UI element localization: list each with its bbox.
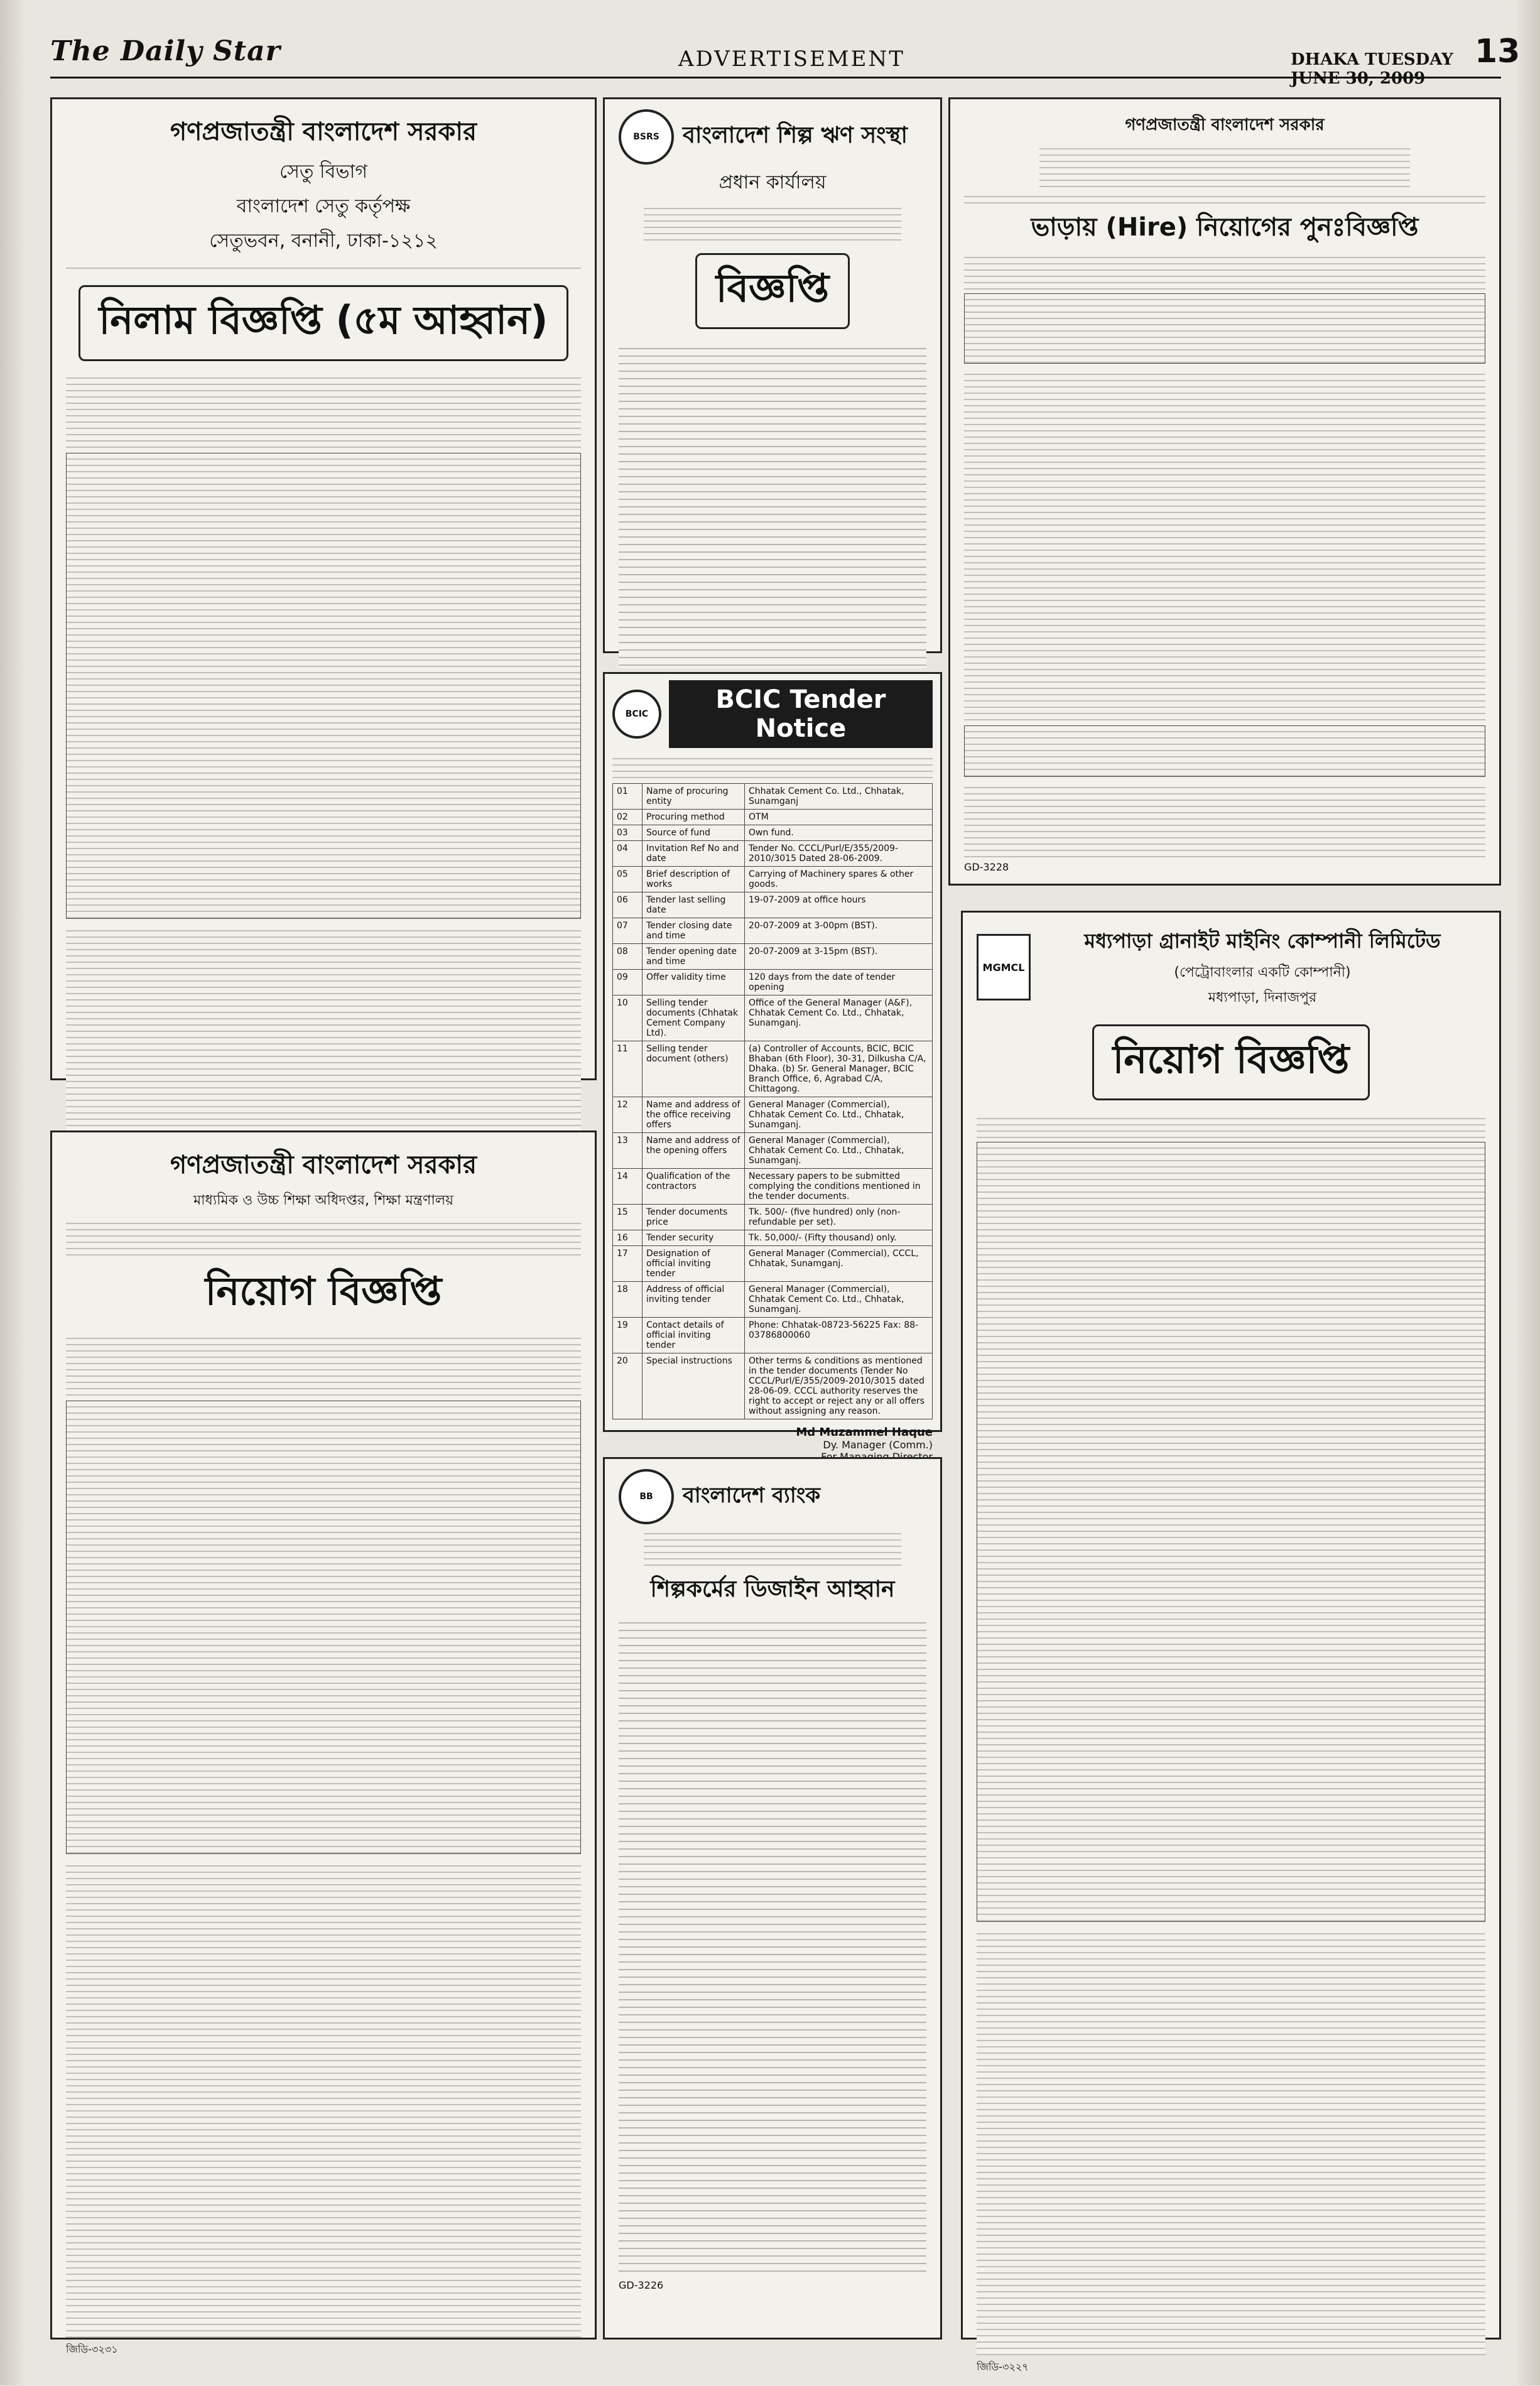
tender-row-label: Qualification of the contractors	[643, 1169, 745, 1205]
tender-row	[613, 1097, 933, 1133]
tender-row-number: 20	[613, 1353, 643, 1419]
tender-row	[613, 995, 933, 1041]
tender-table	[612, 783, 933, 1419]
gd-number: GD-3226	[619, 2279, 664, 2291]
tender-row-value: OTM	[745, 810, 933, 825]
tender-row-value: (a) Controller of Accounts, BCIC, BCIC Bhaban (6th Floor), 30-31, Dilkusha C/A, Dhaka. (b) Sr. General Manager, BCIC Branch Office, 6, Agrabad C/A, Chittagong.	[745, 1041, 933, 1097]
tender-row	[613, 1230, 933, 1246]
tender-row-number: 07	[613, 918, 643, 944]
page-number: 13	[1475, 33, 1521, 70]
ad-division: সেতু বিভাগ	[279, 161, 368, 183]
tender-row	[613, 867, 933, 892]
tender-row-number: 18	[613, 1282, 643, 1318]
tender-row-number: 12	[613, 1097, 643, 1133]
tender-row	[613, 1246, 933, 1282]
tender-row-value: Phone: Chhatak-08723-56225 Fax: 88-03786800060	[745, 1318, 933, 1353]
tender-row-value: Necessary papers to be submitted complying the conditions mentioned in the tender documents.	[745, 1169, 933, 1205]
ad-office: প্রধান কার্যালয়	[718, 171, 827, 193]
ref-line	[66, 1218, 581, 1255]
ad-title: ভাড়ায় (Hire) নিয়োগের পুনঃবিজ্ঞপ্তি	[1031, 213, 1419, 242]
tender-row-number: 05	[613, 867, 643, 892]
tender-row-value: Own fund.	[745, 825, 933, 841]
gd-number: GD-3228	[964, 861, 1009, 873]
tender-row	[613, 892, 933, 918]
ad-subtitle: (পেট্রোবাংলার একটি কোম্পানী)	[1174, 965, 1351, 980]
ad-office: মাধ্যমিক ও উচ্চ শিক্ষা অধিদপ্তর, শিক্ষা মন্ত্রণালয়	[193, 1193, 454, 1208]
tender-row-label: Offer validity time	[643, 970, 745, 995]
signer-name: Md Muzammel Haque	[796, 1426, 933, 1439]
tender-row	[613, 944, 933, 970]
auction-table	[66, 453, 581, 919]
tender-row	[613, 841, 933, 867]
page-fold-left	[0, 0, 25, 2385]
tender-row	[613, 784, 933, 810]
tender-row-value: General Manager (Commercial), CCCL, Chhatak, Sunamganj.	[745, 1246, 933, 1282]
tender-row-value: 19-07-2009 at office hours	[745, 892, 933, 918]
tender-row-number: 11	[613, 1041, 643, 1097]
tender-row-value: Tk. 500/- (five hundred) only (non-refundable per set).	[745, 1205, 933, 1230]
tender-row-number: 08	[613, 944, 643, 970]
vehicle-table	[964, 293, 1485, 364]
tender-row-label: Designation of official inviting tender	[643, 1246, 745, 1282]
conditions-text	[66, 1860, 581, 2338]
ad-title: নিয়োগ বিজ্ঞপ্তি	[1092, 1024, 1370, 1100]
tender-row	[613, 1133, 933, 1169]
ad-title: BCIC Tender Notice	[669, 680, 933, 748]
conditions-text	[964, 369, 1485, 720]
tender-row-label: Source of fund	[643, 825, 745, 841]
tender-row-label: Selling tender documents (Chhatak Cement Company Ltd).	[643, 995, 745, 1041]
petrobangla-logo: MGMCL	[977, 934, 1031, 1000]
bsrs-logo: BSRS	[619, 109, 674, 165]
tender-row-number: 02	[613, 810, 643, 825]
address-lines	[644, 203, 901, 241]
tender-row-number: 01	[613, 784, 643, 810]
tender-row-number: 17	[613, 1246, 643, 1282]
ad-bcic-tender	[603, 672, 942, 1451]
tender-row	[613, 1205, 933, 1230]
ad-bridge-auction	[50, 97, 597, 1080]
ad-gov-heading: গণপ্রজাতন্ত্রী বাংলাদেশ সরকার	[170, 117, 477, 146]
tender-row-label: Tender security	[643, 1230, 745, 1246]
ad-title: বিজ্ঞপ্তি	[695, 253, 850, 329]
intro-text	[66, 1333, 581, 1396]
tender-row-value: Carrying of Machinery spares & other goods.	[745, 867, 933, 892]
ad-company: মধ্যপাড়া গ্রানাইট মাইনিং কোম্পানী লিমিটেড	[1084, 929, 1441, 953]
tender-row-label: Special instructions	[643, 1353, 745, 1419]
tender-row	[613, 825, 933, 841]
tender-row-number: 19	[613, 1318, 643, 1353]
gd-number: জিডি-৩২২৭	[977, 2361, 1029, 2373]
ad-title: নিয়োগ বিজ্ঞপ্তি	[205, 1268, 442, 1314]
ref-line	[66, 263, 581, 274]
ad-org: বাংলাদেশ শিল্প ঋণ সংস্থা	[683, 122, 908, 148]
tender-row-label: Selling tender document (others)	[643, 1041, 745, 1097]
notice-body	[619, 1616, 926, 2275]
ad-location: মধ্যপাড়া, দিনাজপুর	[1208, 990, 1317, 1006]
tender-row-value: Office of the General Manager (A&F), Chhatak Cement Co. Ltd., Chhatak, Sunamganj.	[745, 995, 933, 1041]
section-label: ADVERTISEMENT	[678, 46, 905, 72]
tender-row-label: Address of official inviting tender	[643, 1282, 745, 1318]
tender-row-number: 15	[613, 1205, 643, 1230]
ad-agri-hire	[948, 97, 1501, 886]
tender-row	[613, 1041, 933, 1097]
tender-row-number: 04	[613, 841, 643, 867]
bangladesh-bank-logo: BB	[619, 1469, 674, 1524]
tender-row	[613, 1169, 933, 1205]
ad-granite-recruitment	[961, 911, 1501, 2373]
tender-row-label: Tender last selling date	[643, 892, 745, 918]
tender-row-number: 13	[613, 1133, 643, 1169]
signer-title: Dy. Manager (Comm.)	[823, 1439, 933, 1451]
tender-row-value: General Manager (Commercial), Chhatak Cement Co. Ltd., Chhatak, Sunamganj.	[745, 1097, 933, 1133]
ad-gov-heading: গণপ্রজাতন্ত্রী বাংলাদেশ সরকার	[1125, 116, 1325, 134]
tender-row-number: 14	[613, 1169, 643, 1205]
tender-row-number: 06	[613, 892, 643, 918]
ref-line	[964, 191, 1485, 203]
tender-row-label: Brief description of works	[643, 867, 745, 892]
conditions-text	[977, 1928, 1485, 2355]
ad-authority: বাংলাদেশ সেতু কর্তৃপক্ষ	[236, 195, 411, 217]
tender-row	[613, 918, 933, 944]
posts-table	[66, 1401, 581, 1854]
tender-row	[613, 1353, 933, 1419]
tender-row	[613, 1318, 933, 1353]
tender-row	[613, 810, 933, 825]
tender-row-number: 10	[613, 995, 643, 1041]
intro-text	[964, 252, 1485, 290]
tender-row-number: 03	[613, 825, 643, 841]
schedule-table	[964, 725, 1485, 777]
tender-row-label: Procuring method	[643, 810, 745, 825]
gd-number: জিডি-৩২৩১	[66, 2343, 118, 2355]
tender-row-value: Other terms & conditions as mentioned in the tender documents (Tender No CCCL/Purl/E/355/2009-2010/3015 dated 28-06-09. CCCL authority reserves the right to accept or reject any or all offers without assigning any reason.	[745, 1353, 933, 1419]
tender-row-value: 20-07-2009 at 3-15pm (BST).	[745, 944, 933, 970]
tender-row-value: General Manager (Commercial), Chhatak Cement Co. Ltd., Chhatak, Sunamganj.	[745, 1282, 933, 1318]
tender-row-label: Name and address of the opening offers	[643, 1133, 745, 1169]
tender-row-value: 120 days from the date of tender opening	[745, 970, 933, 995]
tender-row-label: Tender closing date and time	[643, 918, 745, 944]
tender-row	[613, 970, 933, 995]
tender-row-value: General Manager (Commercial), Chhatak Cement Co. Ltd., Chhatak, Sunamganj.	[745, 1133, 933, 1169]
tender-row-value: Tender No. CCCL/Purl/E/355/2009-2010/3015 Dated 28-06-2009.	[745, 841, 933, 867]
tender-row-label: Tender opening date and time	[643, 944, 745, 970]
intro-text	[612, 753, 933, 778]
tender-row-label: Name of procuring entity	[643, 784, 745, 810]
tender-row-number: 16	[613, 1230, 643, 1246]
notes-text	[964, 782, 1485, 857]
tender-row	[613, 1282, 933, 1318]
ad-address: সেতুভবন, বনানী, ঢাকা-১২১২	[209, 230, 438, 252]
tender-row-label: Invitation Ref No and date	[643, 841, 745, 867]
intro-text	[66, 372, 581, 448]
tender-row-value: 20-07-2009 at 3-00pm (BST).	[745, 918, 933, 944]
office-lines	[644, 1528, 901, 1566]
page-fold-right	[1515, 0, 1540, 2385]
issue-date: DHAKA TUESDAY JUNE 30, 2009	[1291, 50, 1453, 88]
ad-bangladesh-bank	[603, 1457, 942, 2340]
ad-education-recruitment	[50, 1131, 597, 2355]
notice-body	[619, 342, 926, 668]
newspaper-name: The Daily Star	[50, 35, 281, 67]
tender-row-label: Name and address of the office receiving offers	[643, 1097, 745, 1133]
ad-org: বাংলাদেশ ব্যাংক	[683, 1482, 821, 1508]
ad-gov-heading: গণপ্রজাতন্ত্রী বাংলাদেশ সরকার	[170, 1151, 477, 1179]
masthead	[50, 33, 1521, 88]
tender-row-value: Chhatak Cement Co. Ltd., Chhatak, Sunamganj	[745, 784, 933, 810]
ad-title: শিল্পকর্মের ডিজাইন আহ্বান	[650, 1576, 895, 1602]
tender-row-label: Tender documents price	[643, 1205, 745, 1230]
bcic-logo: BCIC	[612, 690, 661, 739]
tender-row-value: Tk. 50,000/- (Fifty thousand) only.	[745, 1230, 933, 1246]
tender-row-label: Contact details of official inviting tender	[643, 1318, 745, 1353]
office-lines	[1039, 143, 1410, 187]
ad-title: নিলাম বিজ্ঞপ্তি (৫ম আহ্বান)	[79, 285, 569, 361]
ad-bsrs-notice	[603, 97, 942, 653]
posts-table	[977, 1142, 1485, 1922]
intro-text	[977, 1113, 1485, 1138]
tender-row-number: 09	[613, 970, 643, 995]
